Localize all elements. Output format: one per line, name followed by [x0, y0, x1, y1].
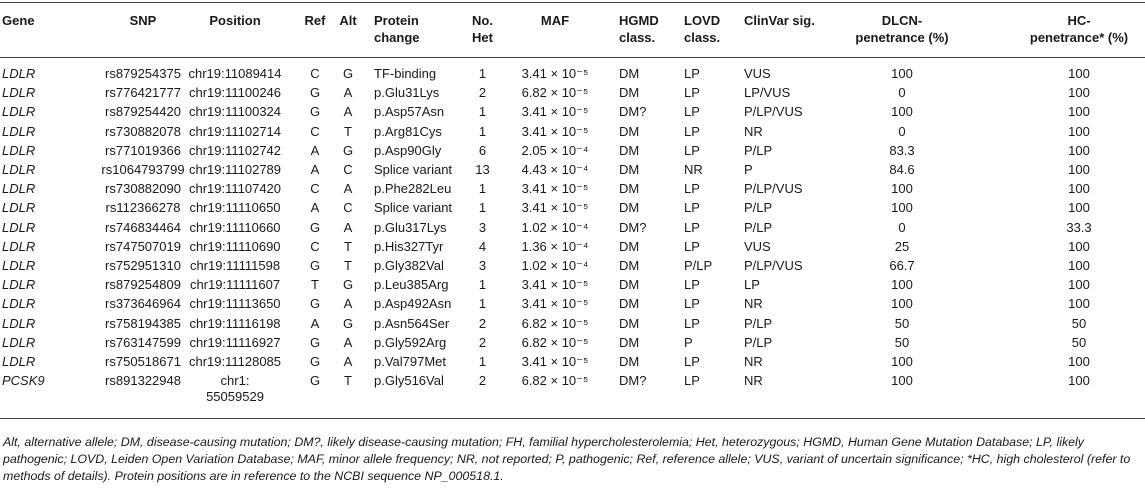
cell-position: chr19:11116198 — [189, 315, 281, 331]
cell-protein-change: p.Asp492Asn — [374, 296, 452, 312]
cell-no-het: 1 — [478, 296, 487, 312]
cell-position: chr19:11110650 — [189, 200, 281, 216]
cell-ref: G — [309, 85, 321, 101]
header-snp: SNP — [129, 13, 157, 28]
cell-snp: rs752951310 — [105, 258, 181, 273]
cell-maf: 2.05 × 10⁻⁴ — [521, 142, 589, 158]
cell-clinvar-sig: NR — [744, 296, 763, 312]
cell-protein-change: p.Gly382Val — [374, 258, 444, 273]
cell-ref: C — [310, 66, 320, 81]
cell-dlcn-penetrance: 100 — [891, 200, 913, 216]
cell-ref: G — [309, 296, 321, 312]
cell-gene: LDLR — [2, 162, 36, 177]
cell-alt: C — [343, 200, 353, 216]
header-clinvar-sig: ClinVar sig. — [744, 13, 815, 28]
cell-snp: rs776421777 — [105, 85, 181, 101]
cell-ref: G — [309, 104, 321, 120]
cell-no-het: 1 — [478, 181, 487, 197]
header-rule — [0, 57, 1145, 58]
cell-alt: A — [343, 354, 353, 369]
cell-alt: T — [344, 123, 352, 139]
cell-hgmd-class: DM — [619, 162, 640, 177]
cell-snp: rs750518671 — [105, 354, 181, 369]
cell-gene: LDLR — [2, 104, 36, 120]
cell-lovd-class: LP — [684, 200, 700, 216]
cell-clinvar-sig: P/LP/VUS — [744, 104, 803, 120]
cell-maf: 3.41 × 10⁻⁵ — [521, 354, 589, 369]
cell-ref: G — [309, 334, 321, 350]
cell-clinvar-sig: P — [744, 162, 753, 177]
cell-ref: G — [309, 373, 321, 389]
cell-snp: rs763147599 — [105, 334, 181, 350]
cell-lovd-class: LP — [684, 315, 700, 331]
cell-position: chr19:11102714 — [188, 123, 282, 139]
header-protein-change: Protein change — [374, 13, 420, 45]
cell-alt: T — [344, 258, 352, 273]
cell-snp: rs879254420 — [105, 104, 181, 120]
cell-dlcn-penetrance: 100 — [891, 354, 913, 369]
cell-alt: T — [344, 373, 352, 389]
cell-gene: LDLR — [2, 123, 36, 139]
cell-gene: LDLR — [2, 200, 36, 216]
cell-no-het: 3 — [478, 258, 487, 273]
cell-position: chr19:11116927 — [189, 334, 281, 350]
cell-clinvar-sig: P/LP/VUS — [744, 258, 803, 273]
cell-gene: LDLR — [2, 277, 36, 293]
cell-maf: 3.41 × 10⁻⁵ — [521, 277, 589, 293]
cell-gene: LDLR — [2, 66, 36, 81]
cell-protein-change: Splice variant — [374, 162, 453, 177]
cell-hgmd-class: DM — [619, 85, 640, 101]
cell-alt: A — [343, 104, 353, 120]
cell-lovd-class: LP — [684, 354, 700, 369]
cell-ref: C — [310, 238, 320, 254]
cell-alt: A — [343, 219, 353, 235]
cell-dlcn-penetrance: 84.6 — [889, 162, 915, 177]
cell-hc-penetrance: 100 — [1068, 142, 1090, 158]
cell-protein-change: p.Glu317Lys — [374, 219, 447, 235]
cell-ref: G — [309, 219, 321, 235]
cell-hgmd-class: DM — [619, 142, 640, 158]
cell-dlcn-penetrance: 0 — [898, 123, 906, 139]
cell-gene: LDLR — [2, 85, 36, 101]
cell-maf: 1.36 × 10⁻⁴ — [521, 238, 589, 254]
cell-snp: rs747507019 — [105, 238, 181, 254]
cell-snp: rs730882078 — [105, 123, 181, 139]
cell-clinvar-sig: NR — [744, 373, 763, 389]
header-alt: Alt — [339, 13, 357, 28]
cell-dlcn-penetrance: 83.3 — [889, 142, 915, 158]
cell-clinvar-sig: P/LP — [744, 334, 773, 350]
cell-protein-change: p.His327Tyr — [374, 238, 444, 254]
cell-gene: LDLR — [2, 238, 36, 254]
cell-ref: G — [309, 258, 321, 273]
cell-protein-change: p.Gly516Val — [374, 373, 444, 389]
cell-dlcn-penetrance: 0 — [898, 219, 906, 235]
cell-position: chr1: 55059529 — [206, 373, 264, 405]
cell-snp: rs112366278 — [105, 200, 181, 216]
cell-gene: LDLR — [2, 334, 36, 350]
cell-hgmd-class: DM? — [619, 104, 647, 120]
cell-maf: 6.82 × 10⁻⁵ — [521, 373, 589, 389]
cell-gene: LDLR — [2, 142, 36, 158]
cell-dlcn-penetrance: 0 — [898, 85, 906, 101]
cell-gene: LDLR — [2, 181, 36, 197]
cell-no-het: 2 — [478, 334, 487, 350]
cell-hgmd-class: DM — [619, 238, 640, 254]
cell-protein-change: p.Glu31Lys — [374, 85, 440, 101]
cell-hc-penetrance: 100 — [1068, 373, 1090, 389]
cell-protein-change: p.Gly592Arg — [374, 334, 447, 350]
cell-maf: 3.41 × 10⁻⁵ — [521, 104, 589, 120]
cell-position: chr19:11110690 — [189, 238, 281, 254]
top-rule — [0, 2, 1145, 3]
cell-no-het: 6 — [478, 142, 487, 158]
header-gene: Gene — [2, 13, 35, 28]
cell-clinvar-sig: P/LP — [744, 200, 773, 216]
cell-alt: T — [344, 238, 352, 254]
cell-dlcn-penetrance: 100 — [891, 296, 913, 312]
cell-protein-change: p.Asn564Ser — [374, 315, 450, 331]
cell-dlcn-penetrance: 50 — [894, 334, 910, 350]
cell-position: chr19:11110660 — [189, 219, 281, 235]
cell-clinvar-sig: LP — [744, 277, 760, 293]
cell-gene: LDLR — [2, 296, 36, 312]
cell-maf: 6.82 × 10⁻⁵ — [521, 85, 589, 101]
cell-lovd-class: LP — [684, 123, 700, 139]
cell-snp: rs373646964 — [105, 296, 181, 312]
cell-lovd-class: P/LP — [684, 258, 713, 273]
cell-no-het: 2 — [478, 373, 487, 389]
cell-alt: G — [342, 277, 354, 293]
cell-position: chr19:11111598 — [189, 258, 281, 273]
cell-lovd-class: P — [684, 334, 693, 350]
cell-lovd-class: LP — [684, 66, 700, 81]
cell-maf: 4.43 × 10⁻⁴ — [521, 162, 589, 177]
cell-protein-change: p.Leu385Arg — [374, 277, 449, 293]
cell-position: chr19:11111607 — [189, 277, 281, 293]
cell-no-het: 1 — [478, 123, 487, 139]
cell-ref: G — [309, 354, 321, 369]
cell-ref: A — [310, 200, 320, 216]
cell-hgmd-class: DM — [619, 296, 640, 312]
cell-lovd-class: LP — [684, 238, 700, 254]
cell-hc-penetrance: 100 — [1068, 258, 1090, 273]
cell-no-het: 1 — [478, 66, 487, 81]
cell-no-het: 4 — [478, 238, 487, 254]
header-maf: MAF — [540, 13, 570, 28]
cell-ref: C — [310, 123, 320, 139]
cell-hgmd-class: DM — [619, 354, 640, 369]
cell-no-het: 3 — [478, 219, 487, 235]
cell-hc-penetrance: 100 — [1068, 200, 1090, 216]
header-lovd-class: LOVD class. — [684, 13, 721, 45]
cell-position: chr19:11128085 — [188, 354, 282, 369]
cell-clinvar-sig: VUS — [744, 66, 771, 81]
cell-hc-penetrance: 100 — [1068, 238, 1090, 254]
cell-gene: PCSK9 — [2, 373, 45, 389]
cell-ref: A — [310, 315, 320, 331]
cell-no-het: 13 — [475, 162, 490, 177]
cell-lovd-class: NR — [684, 162, 703, 177]
cell-alt: A — [343, 296, 353, 312]
cell-hgmd-class: DM — [619, 277, 640, 293]
cell-hgmd-class: DM? — [619, 219, 647, 235]
cell-hgmd-class: DM — [619, 123, 640, 139]
cell-lovd-class: LP — [684, 181, 700, 197]
cell-lovd-class: LP — [684, 104, 700, 120]
header-hc-penetrance: HC- penetrance* (%) — [1029, 13, 1129, 45]
cell-maf: 1.02 × 10⁻⁴ — [521, 219, 589, 235]
cell-snp: rs758194385 — [105, 315, 181, 331]
cell-dlcn-penetrance: 100 — [891, 181, 913, 197]
cell-hgmd-class: DM — [619, 181, 640, 197]
cell-hc-penetrance: 100 — [1068, 123, 1090, 139]
cell-maf: 1.02 × 10⁻⁴ — [521, 258, 589, 273]
cell-hgmd-class: DM — [619, 334, 640, 350]
cell-lovd-class: LP — [684, 85, 700, 101]
bottom-rule — [0, 418, 1145, 419]
cell-alt: G — [342, 142, 354, 158]
cell-hgmd-class: DM? — [619, 373, 647, 389]
cell-alt: G — [342, 315, 354, 331]
cell-maf: 3.41 × 10⁻⁵ — [521, 200, 589, 216]
cell-lovd-class: LP — [684, 373, 700, 389]
cell-position: chr19:11113650 — [189, 296, 281, 312]
cell-ref: A — [310, 162, 320, 177]
cell-no-het: 1 — [478, 200, 487, 216]
cell-snp: rs746834464 — [105, 219, 181, 235]
cell-protein-change: Splice variant — [374, 200, 453, 216]
cell-position: chr19:11089414 — [188, 66, 282, 81]
cell-position: chr19:11100324 — [188, 104, 282, 120]
cell-maf: 3.41 × 10⁻⁵ — [521, 181, 589, 197]
cell-hgmd-class: DM — [619, 315, 640, 331]
cell-gene: LDLR — [2, 315, 36, 331]
cell-hc-penetrance: 100 — [1068, 162, 1090, 177]
cell-position: chr19:11100246 — [188, 85, 282, 101]
cell-gene: LDLR — [2, 258, 36, 273]
cell-maf: 3.41 × 10⁻⁵ — [521, 296, 589, 312]
cell-alt: C — [343, 162, 353, 177]
cell-no-het: 2 — [478, 315, 487, 331]
cell-ref: C — [310, 181, 320, 197]
cell-no-het: 1 — [478, 277, 487, 293]
cell-clinvar-sig: VUS — [744, 238, 771, 254]
cell-gene: LDLR — [2, 219, 36, 235]
cell-hc-penetrance: 33.3 — [1066, 219, 1092, 235]
cell-snp: rs891322948 — [105, 373, 181, 389]
cell-lovd-class: LP — [684, 219, 700, 235]
cell-maf: 3.41 × 10⁻⁵ — [521, 66, 589, 81]
cell-maf: 3.41 × 10⁻⁵ — [521, 123, 589, 139]
cell-ref: T — [311, 277, 319, 293]
cell-hc-penetrance: 100 — [1068, 296, 1090, 312]
cell-clinvar-sig: P/LP/VUS — [744, 181, 803, 197]
cell-clinvar-sig: NR — [744, 123, 763, 139]
header-ref: Ref — [304, 13, 326, 28]
header-dlcn-penetrance: DLCN- penetrance (%) — [855, 13, 949, 45]
cell-maf: 6.82 × 10⁻⁵ — [521, 334, 589, 350]
cell-ref: A — [310, 142, 320, 158]
cell-alt: G — [342, 66, 354, 81]
cell-no-het: 1 — [478, 104, 487, 120]
cell-position: chr19:11102742 — [188, 142, 282, 158]
header-hgmd-class: HGMD class. — [619, 13, 659, 45]
cell-protein-change: p.Arg81Cys — [374, 123, 442, 139]
cell-protein-change: p.Val797Met — [374, 354, 447, 369]
cell-hgmd-class: DM — [619, 66, 640, 81]
cell-hgmd-class: DM — [619, 258, 640, 273]
cell-no-het: 1 — [478, 354, 487, 369]
cell-dlcn-penetrance: 100 — [891, 104, 913, 120]
cell-snp: rs1064793799 — [101, 162, 185, 177]
cell-hc-penetrance: 100 — [1068, 66, 1090, 81]
cell-lovd-class: LP — [684, 296, 700, 312]
cell-hc-penetrance: 100 — [1068, 181, 1090, 197]
cell-hc-penetrance: 100 — [1068, 104, 1090, 120]
cell-no-het: 2 — [478, 85, 487, 101]
cell-position: chr19:11107420 — [188, 181, 282, 197]
cell-protein-change: p.Asp57Asn — [374, 104, 445, 120]
cell-dlcn-penetrance: 100 — [891, 277, 913, 293]
header-no-het: No. Het — [472, 13, 493, 45]
cell-gene: LDLR — [2, 354, 36, 369]
cell-dlcn-penetrance: 25 — [894, 238, 910, 254]
cell-dlcn-penetrance: 100 — [891, 373, 913, 389]
cell-lovd-class: LP — [684, 142, 700, 158]
cell-hgmd-class: DM — [619, 200, 640, 216]
cell-clinvar-sig: P/LP — [744, 142, 773, 158]
cell-alt: A — [343, 85, 353, 101]
cell-hc-penetrance: 100 — [1068, 85, 1090, 101]
cell-position: chr19:11102789 — [188, 162, 282, 177]
cell-lovd-class: LP — [684, 277, 700, 293]
cell-hc-penetrance: 50 — [1071, 315, 1087, 331]
cell-maf: 6.82 × 10⁻⁵ — [521, 315, 589, 331]
cell-hc-penetrance: 50 — [1071, 334, 1087, 350]
cell-alt: A — [343, 181, 353, 197]
cell-snp: rs771019366 — [105, 142, 181, 158]
table-footnote: Alt, alternative allele; DM, disease-causing mutation; DM?, likely disease-causing mutation; FH, familial hypercholesterolemia; Het, heterozygous; HGMD, Human Gene Mutation Database; LP, likely pathogenic; LOVD, Leiden Open Variation Database; MAF, minor allele frequency; NR, not reported; P, pathogenic; Ref, reference allele; VUS, variant of uncertain significance; *HC, high cholesterol (refer to methods of details). Protein positions are in reference to the NCBI sequence NP_000518.1. — [3, 435, 1131, 483]
cell-snp: rs730882090 — [105, 181, 181, 197]
header-position: Position — [209, 13, 261, 28]
cell-snp: rs879254809 — [105, 277, 181, 293]
cell-clinvar-sig: P/LP — [744, 315, 773, 331]
cell-dlcn-penetrance: 100 — [891, 66, 913, 81]
cell-snp: rs879254375 — [105, 66, 181, 81]
cell-clinvar-sig: NR — [744, 354, 763, 369]
cell-dlcn-penetrance: 50 — [894, 315, 910, 331]
cell-protein-change: p.Asp90Gly — [374, 142, 442, 158]
cell-alt: A — [343, 334, 353, 350]
cell-clinvar-sig: LP/VUS — [744, 85, 791, 101]
cell-hc-penetrance: 100 — [1068, 277, 1090, 293]
cell-protein-change: p.Phe282Leu — [374, 181, 452, 197]
cell-protein-change: TF-binding — [374, 66, 437, 81]
cell-clinvar-sig: P/LP — [744, 219, 773, 235]
cell-hc-penetrance: 100 — [1068, 354, 1090, 369]
cell-dlcn-penetrance: 66.7 — [889, 258, 915, 273]
